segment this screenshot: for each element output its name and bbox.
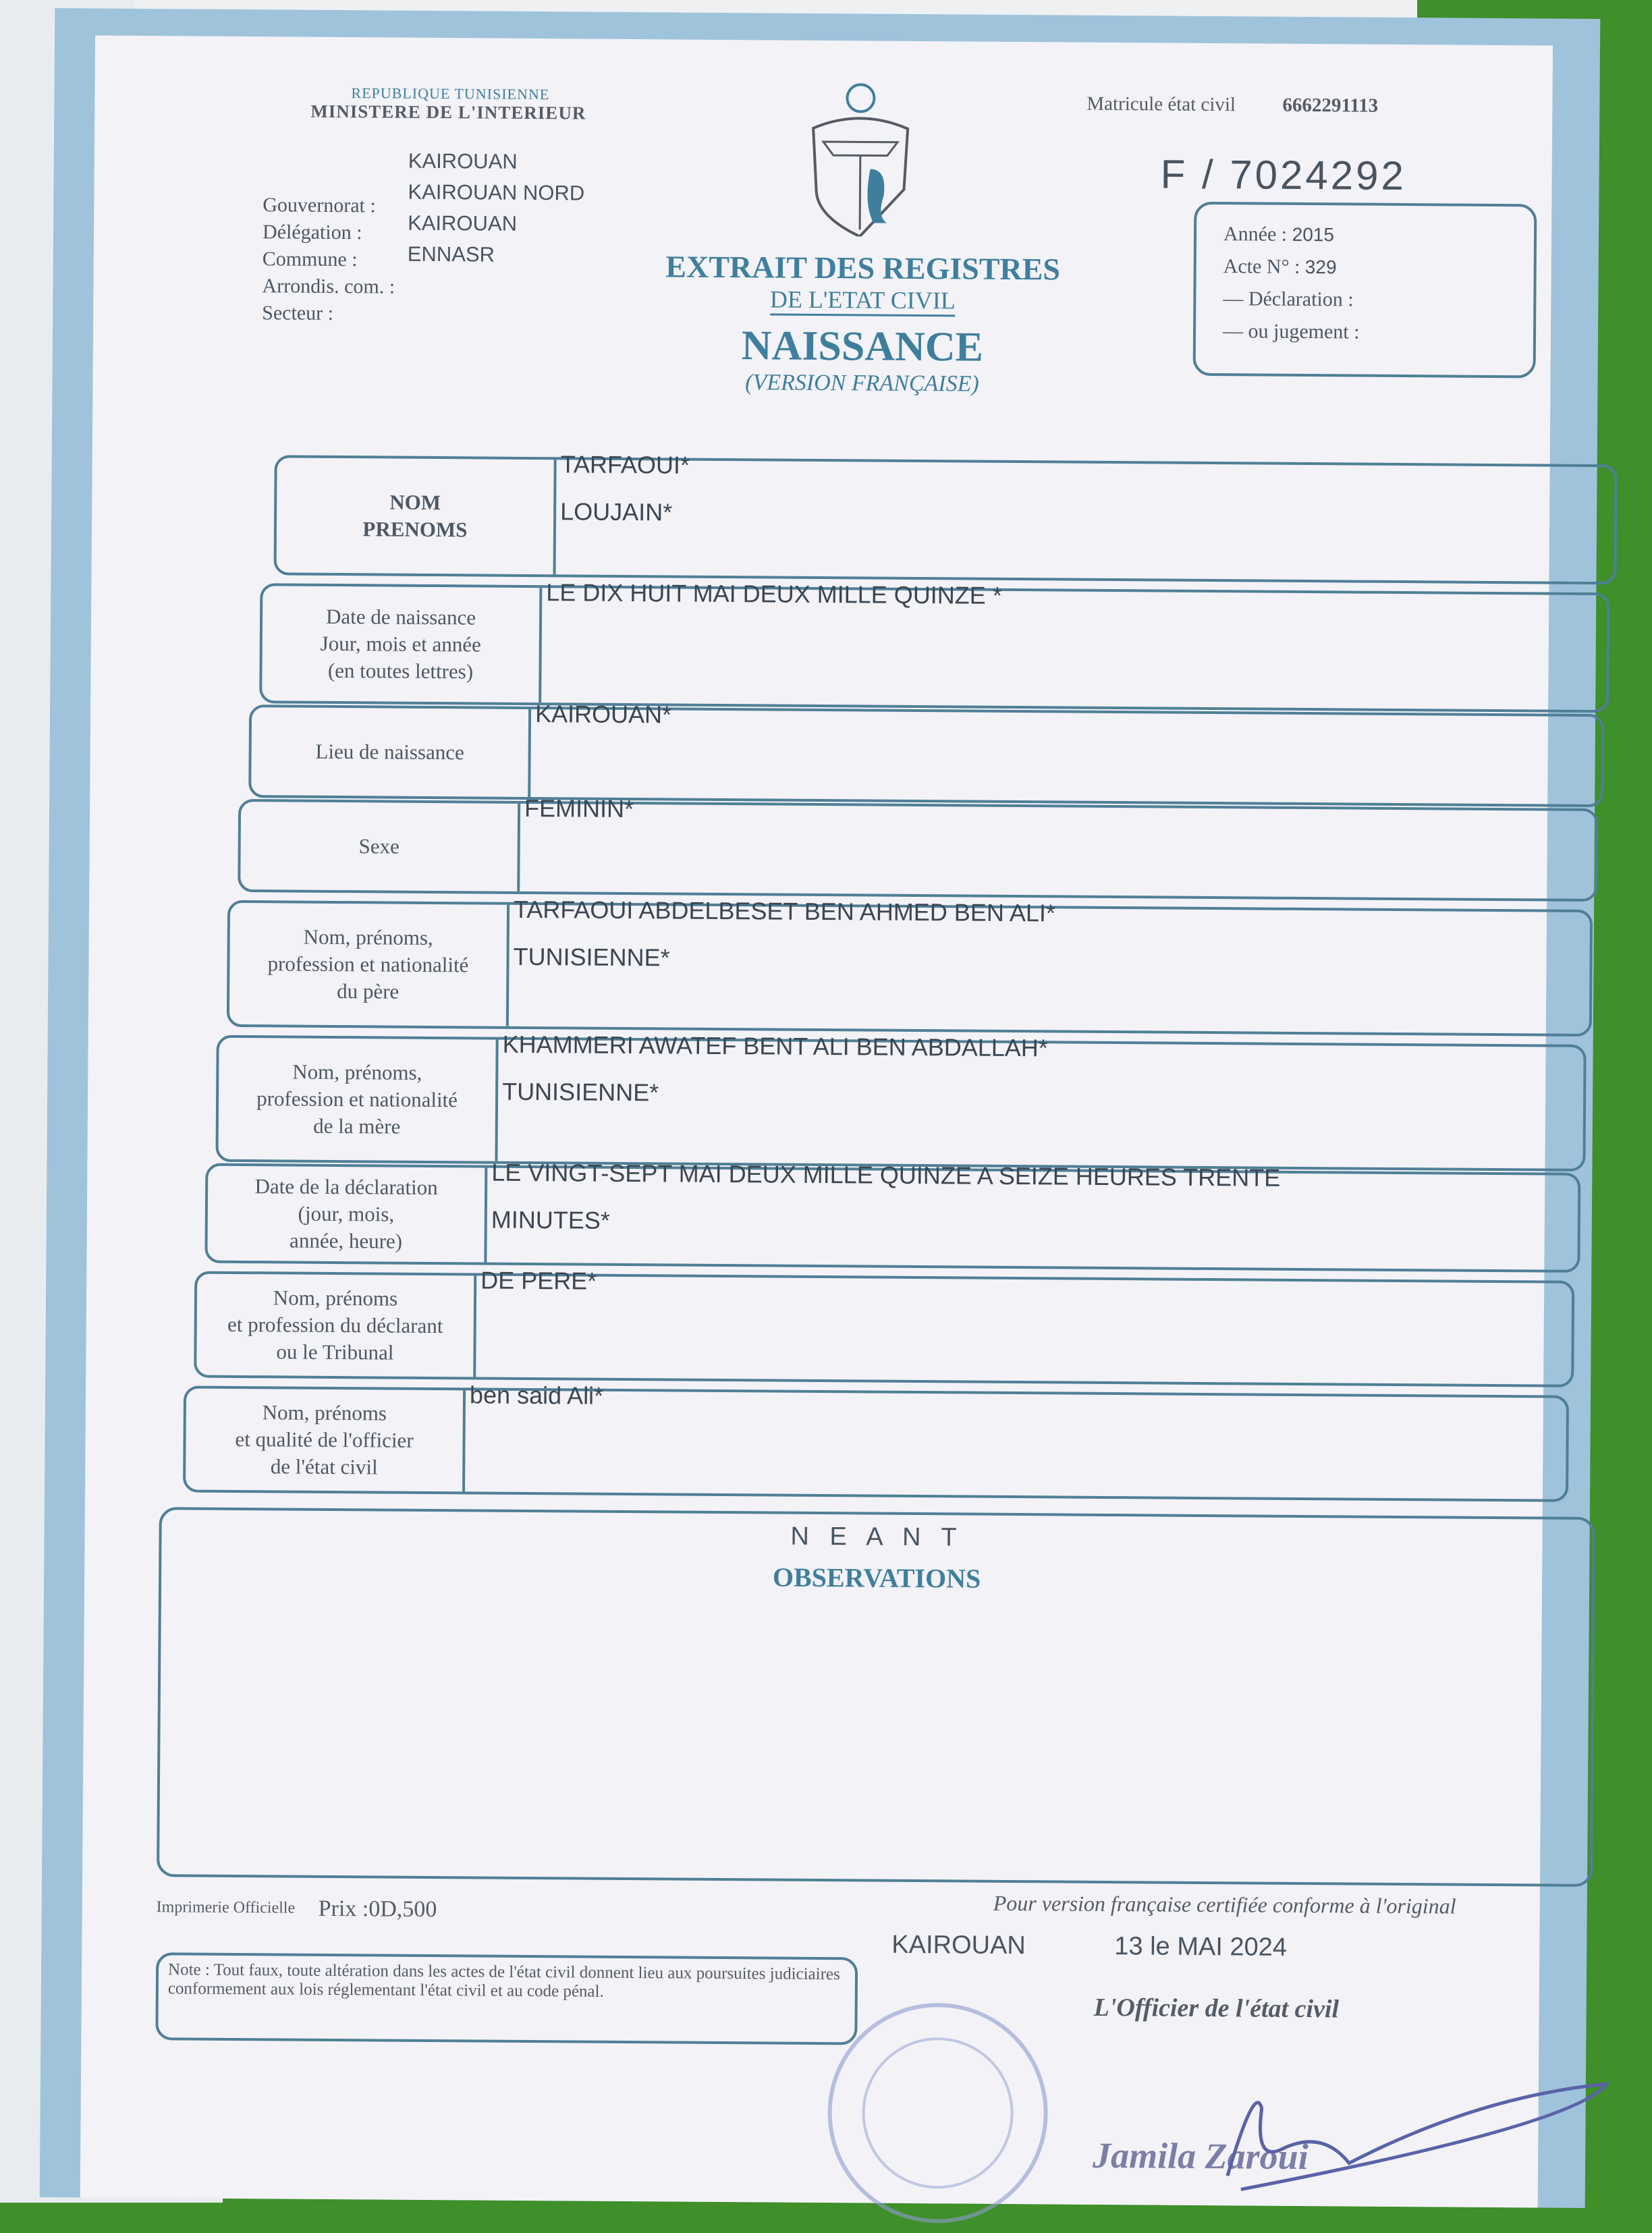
- certificate-sheet: [80, 35, 1553, 2207]
- row-label: Sexe: [240, 802, 520, 891]
- admin-labels: [262, 192, 395, 327]
- admin-values: [408, 146, 585, 271]
- row-value: TUNISIENNE*: [502, 1077, 659, 1107]
- title-etat-civil: DE L'ETAT CIVIL: [770, 285, 956, 316]
- commune-value: KAIROUAN: [408, 211, 518, 236]
- arrondis-value: ENNASR: [407, 242, 495, 267]
- observations-label: OBSERVATIONS: [772, 1562, 981, 1594]
- register-row: [204, 1158, 1580, 1273]
- commune-label: Commune :: [262, 248, 358, 271]
- observations-box: [157, 1507, 1595, 1887]
- official-stamp-icon: [815, 1984, 1060, 2229]
- delegation-value: KAIROUAN NORD: [408, 180, 585, 205]
- row-value: LE DIX HUIT MAI DEUX MILLE QUINZE *: [546, 578, 1002, 609]
- row-label: NOM PRENOMS: [277, 458, 557, 574]
- register-row: [183, 1381, 1569, 1501]
- matricule-value: 6662291113: [1282, 94, 1379, 117]
- signature-icon: [1174, 2068, 1647, 2206]
- serial-number: F / 7024292: [1160, 151, 1407, 199]
- row-label: Date de la déclaration (jour, mois, année, heure): [207, 1166, 487, 1263]
- row-value: TARFAOUI*: [560, 450, 690, 479]
- row-values: [470, 1371, 1560, 1426]
- register-table: [200, 450, 1584, 1510]
- row-label: Nom, prénoms et qualité de l'officier de l'état civil: [186, 1388, 466, 1491]
- row-values: [513, 886, 1582, 988]
- row-label: Lieu de naissance: [251, 707, 531, 797]
- row-values: [560, 441, 1608, 543]
- gouvernorat-value: KAIROUAN: [408, 148, 518, 173]
- secteur-label: Secteur :: [262, 302, 334, 325]
- annee-label: Année :: [1223, 223, 1288, 246]
- register-row: [273, 450, 1617, 584]
- annee-value: 2015: [1292, 223, 1335, 246]
- row-value: KAIROUAN*: [534, 700, 672, 729]
- row-values: [502, 1021, 1577, 1123]
- title-version: (VERSION FRANÇAISE): [745, 370, 979, 397]
- register-row: [227, 895, 1593, 1037]
- observations-neant: N E A N T: [790, 1522, 964, 1552]
- ministry-label: MINISTERE DE L'INTERIEUR: [310, 101, 586, 123]
- certified-statement: Pour version française certifiée conforme à l'original: [993, 1890, 1456, 1919]
- title-extrait: EXTRAIT DES REGISTRES: [665, 249, 1061, 287]
- acte-value: 329: [1304, 256, 1337, 278]
- row-label: Nom, prénoms, profession et nationalité de la mère: [218, 1038, 498, 1161]
- row-value: LE VINGT-SEPT MAI DEUX MILLE QUINZE A SEIZE HEURES TRENTE: [491, 1158, 1281, 1192]
- arrondis-label: Arrondis. com. :: [262, 275, 395, 298]
- matricule-label: Matricule état civil: [1086, 92, 1236, 116]
- title-naissance: NAISSANCE: [741, 323, 984, 370]
- row-value: KHAMMERI AWATEF BENT ALI BEN ABDALLAH*: [502, 1030, 1049, 1062]
- issue-date: 13 le MAI 2024: [1114, 1932, 1288, 1962]
- row-value: LOUJAIN*: [560, 497, 673, 526]
- imprimerie-label: Imprimerie Officielle: [156, 1898, 296, 1917]
- acte-box: [1193, 202, 1537, 379]
- row-value: MINUTES*: [491, 1205, 610, 1234]
- acte-label: Acte N° :: [1223, 255, 1300, 278]
- birth-certificate: [40, 8, 1601, 2208]
- row-values: [535, 690, 1595, 745]
- prix-label: Prix :0D,500: [318, 1896, 437, 1923]
- row-values: [480, 1257, 1565, 1311]
- row-label: Nom, prénoms et profession du déclarant ou le Tribunal: [196, 1274, 476, 1377]
- row-values: [524, 785, 1589, 839]
- legal-note: Note : Tout faux, toute altération dans les actes de l'état civil donnent lieu aux poursuites judiciaires conformement aux lois réglementant l'état civil et au code pénal.: [155, 1952, 858, 2045]
- register-row: [238, 794, 1598, 902]
- row-value: DE PERE*: [480, 1266, 597, 1295]
- delegation-label: Délégation :: [262, 221, 362, 244]
- row-value: ben said Ali*: [469, 1381, 604, 1410]
- gouvernorat-label: Gouvernorat :: [263, 194, 376, 217]
- tunisia-coat-of-arms-icon: [802, 81, 918, 237]
- officer-signature-name: Jamila Zaroui: [1092, 2134, 1309, 2178]
- row-values: [546, 569, 1600, 624]
- declaration-label: — Déclaration :: [1223, 287, 1354, 311]
- row-value: TUNISIENNE*: [513, 942, 670, 972]
- row-value: TARFAOUI ABDELBESET BEN AHMED BEN ALI*: [513, 895, 1056, 927]
- acte-labels: [1223, 218, 1360, 348]
- row-label: Nom, prénoms, profession et nationalité du père: [229, 903, 510, 1026]
- document-title: [619, 248, 1105, 398]
- officer-title: L'Officier de l'état civil: [1093, 1993, 1340, 2024]
- register-row: [194, 1266, 1574, 1387]
- issue-city: KAIROUAN: [891, 1930, 1026, 1960]
- row-value: FEMININ*: [524, 794, 634, 823]
- row-label: Date de naissance Jour, mois et année (en toutes lettres): [262, 586, 542, 702]
- republic-label: REPUBLIQUE TUNISIENNE: [351, 84, 550, 103]
- jugement-label: — ou jugement :: [1222, 320, 1360, 343]
- row-values: [491, 1149, 1571, 1251]
- register-row: [215, 1030, 1586, 1171]
